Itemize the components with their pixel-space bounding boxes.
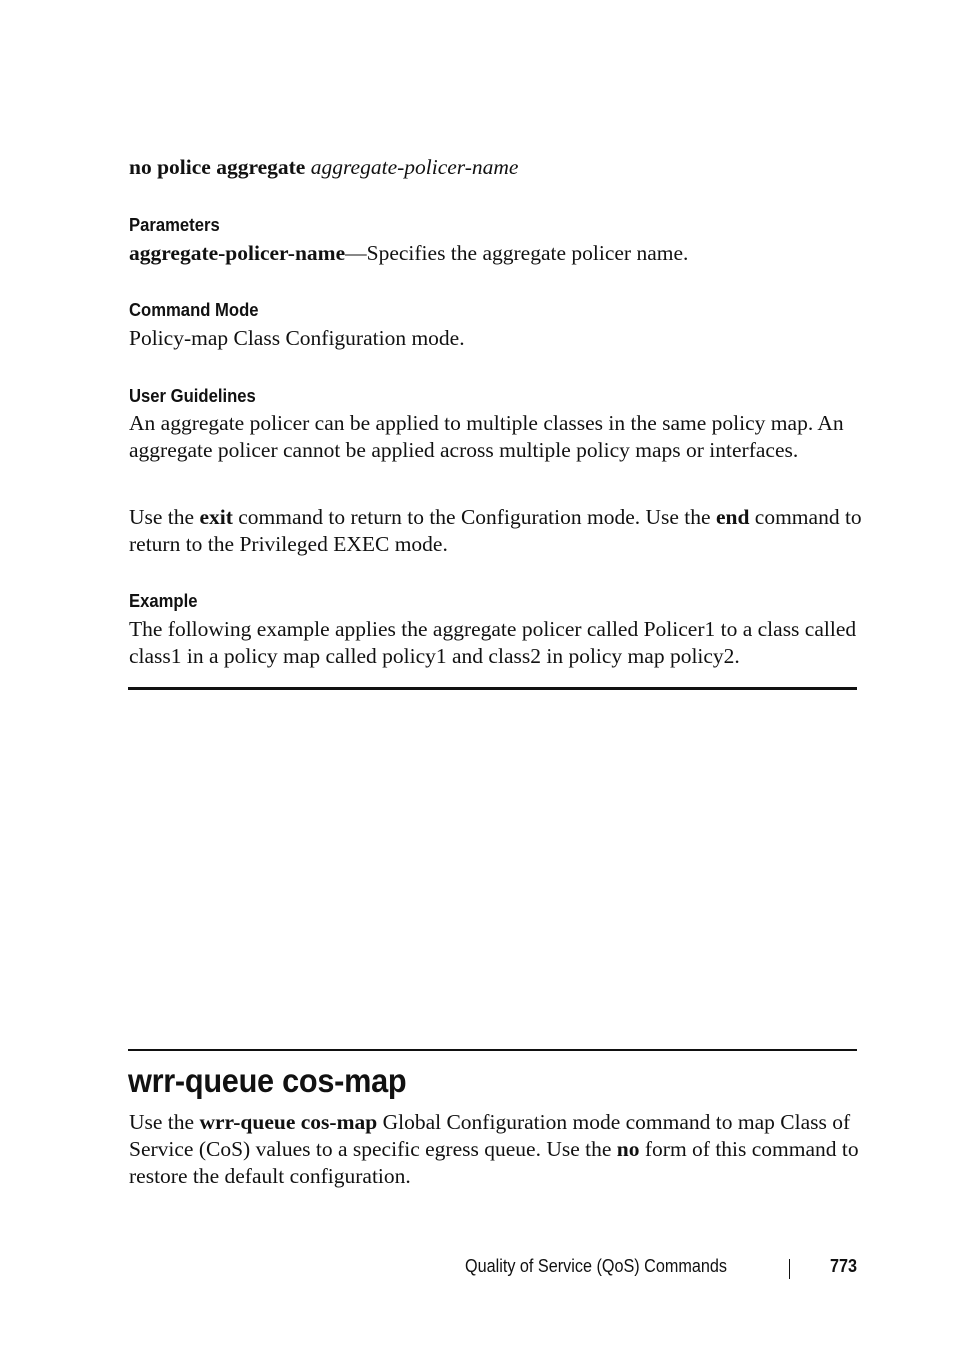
parameter-text: —Specifies the aggregate policer name. [345,241,689,265]
example-heading: Example [129,590,198,611]
example-text: The following example applies the aggregate policer called Policer1 to a class called class1 in a policy map called policy1 and class2 in policy map policy2. [129,617,857,668]
para2-text-c: command to return to the Privileged EXEC mode. [129,505,862,556]
section-intro [129,1109,869,1190]
example-end-rule [128,687,857,690]
para2-text-b: command to return to the Configuration mode. Use the [232,505,716,529]
command-mode-heading: Command Mode [129,299,259,320]
intro-text-b: Global Configuration mode command to map Class of Service (CoS) values to a specific egress queue. Use the [129,1110,851,1161]
command-mode-text: Policy-map Class Configuration mode. [129,326,465,350]
command-syntax [129,154,518,181]
syntax-argument: aggregate-policer-name [310,155,519,179]
section-title: wrr-queue cos-map [128,1062,407,1099]
end-keyword: end [715,505,750,529]
intro-text-a: Use the [129,1110,200,1134]
footer-chapter: Quality of Service (QoS) Commands [465,1256,727,1276]
footer-separator [789,1259,790,1279]
parameters-heading: Parameters [129,214,220,235]
user-guidelines-paragraph-1: An aggregate policer can be applied to multiple classes in the same policy map. An aggregate policer cannot be applied across multiple policy maps or interfaces. [129,411,844,462]
parameters-description [129,240,869,267]
page-number: 773 [830,1256,858,1276]
parameter-name: aggregate-policer-name [129,241,346,265]
exit-keyword: exit [199,505,233,529]
syntax-command: no police aggregate [129,155,306,179]
user-guidelines-paragraph-2 [129,504,869,558]
section-rule [128,1049,857,1051]
no-keyword: no [616,1137,640,1161]
intro-command: wrr-queue cos-map [199,1110,378,1134]
para2-text-a: Use the [129,505,200,529]
user-guidelines-heading: User Guidelines [129,385,256,406]
intro-text-c: form of this command to restore the default configuration. [129,1137,859,1188]
